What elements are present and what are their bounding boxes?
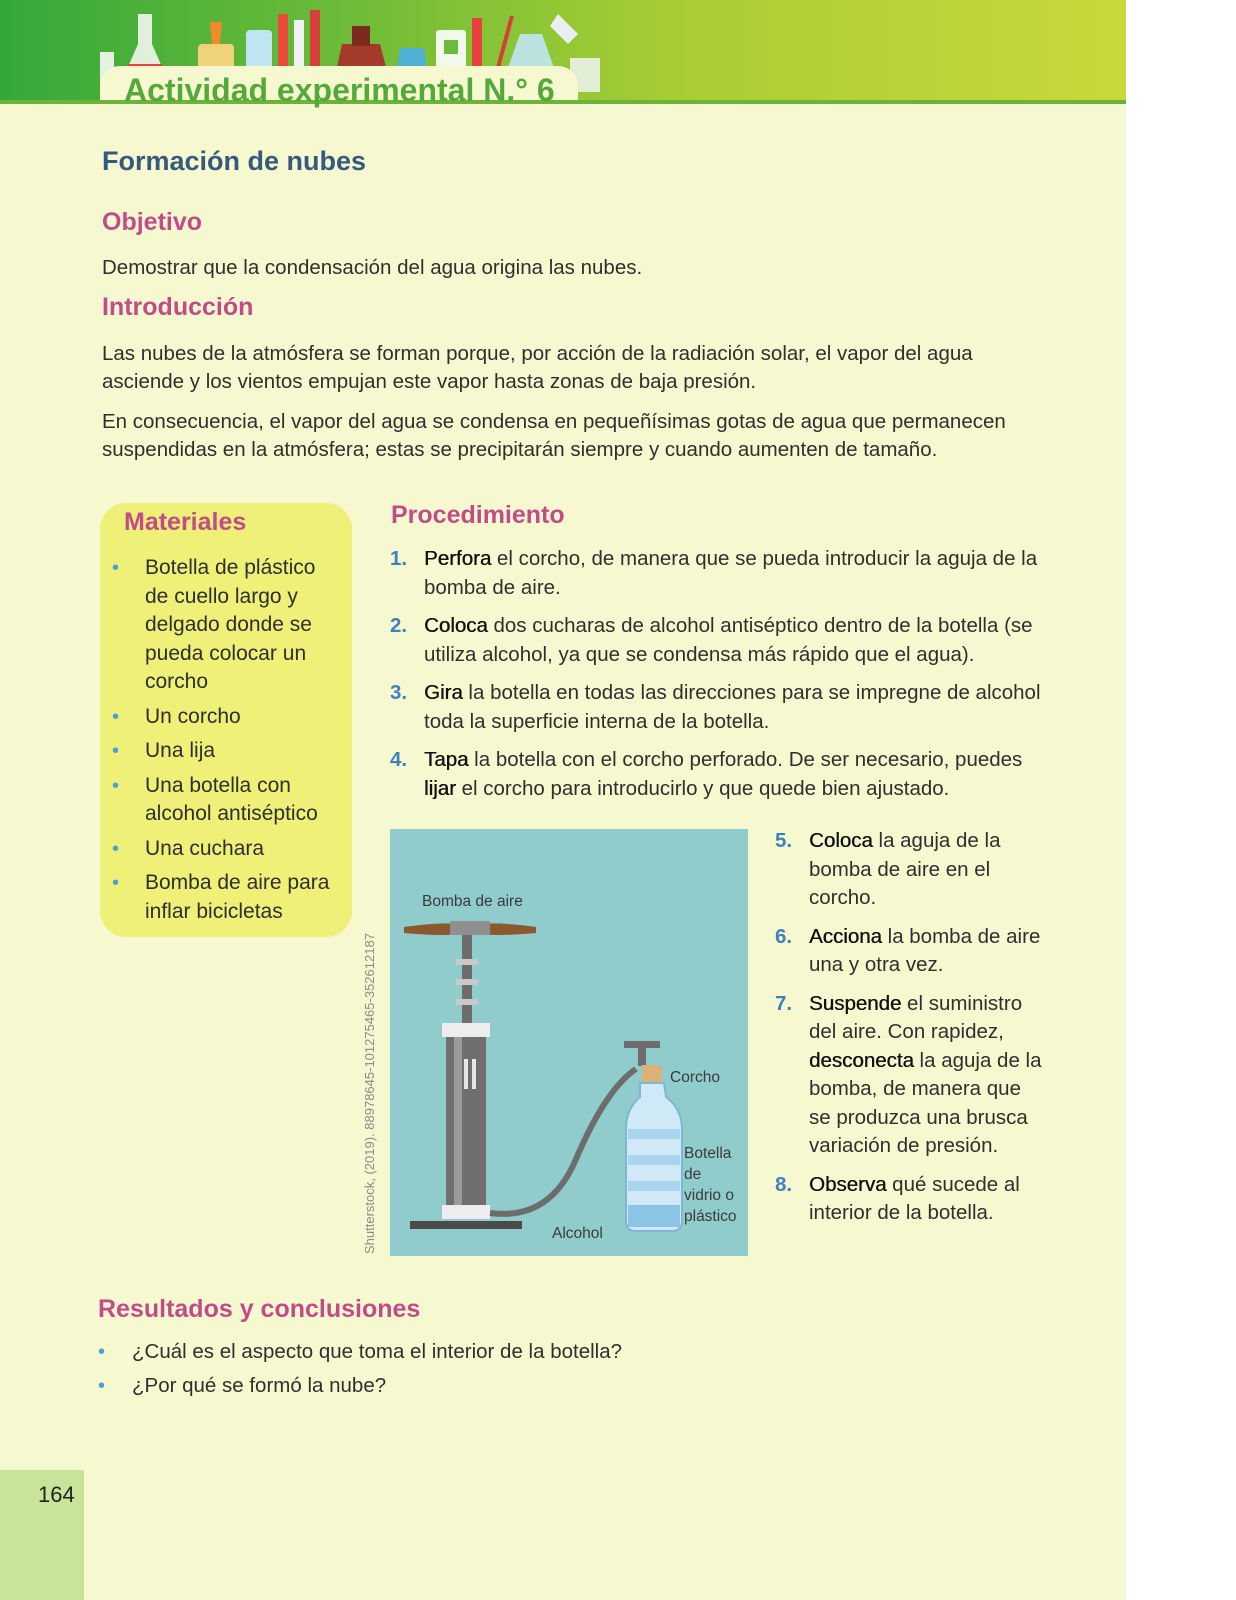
results-heading: Resultados y conclusiones xyxy=(98,1295,421,1323)
list-item: • Un corcho xyxy=(112,703,344,732)
procedure-step: 1. Perfora el corcho, de manera que se pueda introducir la aguja de la bomba de aire. xyxy=(390,547,1038,599)
list-item: • Una cuchara xyxy=(112,835,344,864)
introduction-heading: Introducción xyxy=(102,293,254,321)
pump-bottle-figure xyxy=(390,829,748,1256)
list-item: • Una botella con alcohol antiséptico xyxy=(112,773,318,825)
list-item: • ¿Cuál es el aspecto que toma el interior de la botella? xyxy=(98,1338,622,1366)
label-bottle-2: de xyxy=(684,1166,702,1183)
activity-title: Actividad experimental N.° 6 xyxy=(124,72,555,108)
bullet: • xyxy=(112,740,120,762)
procedure-step: 3. Gira la botella en todas las direcciones para se impregne de alcohol toda la superficie interna de la botella. xyxy=(390,681,1041,733)
label-bottle-4: plástico xyxy=(684,1208,737,1225)
intro-paragraph-2-line-1: En consecuencia, el vapor del agua se condensa en pequeñísimas gotas de agua que permanecen xyxy=(102,410,1006,433)
objective-text: Demostrar que la condensación del agua origina las nubes. xyxy=(102,256,643,279)
intro-paragraph-1-line-2: asciende y los vientos empujan este vapor hasta zonas de baja presión. xyxy=(102,370,757,393)
list-item: • Una lija xyxy=(112,737,344,766)
label-bottle-1: Botella xyxy=(684,1145,732,1162)
list-item: • Botella de plástico de cuello largo y delgado donde se pueda colocar un corcho xyxy=(112,556,316,693)
bullet: • xyxy=(98,1341,106,1363)
intro-paragraph-1-line-1: Las nubes de la atmósfera se forman porque, por acción de la radiación solar, el vapor del agua xyxy=(102,342,973,365)
label-cork: Corcho xyxy=(670,1069,720,1086)
procedure-step: 8. Observa qué sucede al interior de la botella. xyxy=(775,1172,1020,1224)
objective-heading: Objetivo xyxy=(102,208,203,236)
image-credit: Shutterstock, (2019). 88978645-101275465-352612187 xyxy=(362,933,377,1254)
procedure-step: 5. Coloca la aguja de la bomba de aire en el corcho. xyxy=(775,829,1001,909)
procedure-steps-top xyxy=(390,545,1050,813)
procedure-heading: Procedimiento xyxy=(391,501,565,529)
list-item: • Bomba de aire para inflar bicicletas xyxy=(112,871,330,923)
bullet: • xyxy=(112,557,120,579)
bullet: • xyxy=(112,837,120,860)
label-pump: Bomba de aire xyxy=(422,893,523,910)
page-number: 164 xyxy=(38,1482,75,1507)
bullet: • xyxy=(98,1375,106,1397)
procedure-steps-bottom xyxy=(775,827,1045,1238)
page-margin xyxy=(1126,0,1236,1600)
procedure-step: 6. Acciona la bomba de aire una y otra vez. xyxy=(775,924,1041,976)
materials-list xyxy=(112,554,344,932)
results-list xyxy=(98,1338,622,1406)
materials-heading: Materiales xyxy=(124,508,247,536)
label-bottle-3: vidrio o xyxy=(684,1187,734,1204)
bullet: • xyxy=(112,705,120,728)
procedure-step: 4. Tapa la botella con el corcho perforado. De ser necesario, puedes lijar el corcho para introducirlo y que quede bien ajustado. xyxy=(390,748,1023,800)
intro-paragraph-2-line-2: suspendidas en la atmósfera; estas se precipitarán siempre y cuando aumenten de tamaño. xyxy=(102,438,938,461)
bullet: • xyxy=(112,872,120,894)
list-item: • ¿Por qué se formó la nube? xyxy=(98,1372,622,1400)
label-alcohol: Alcohol xyxy=(552,1225,603,1242)
bullet: • xyxy=(112,774,120,797)
main-title: Formación de nubes xyxy=(102,146,367,176)
procedure-step: 2. Coloca dos cucharas de alcohol antiséptico dentro de la botella (se utiliza alcohol, ya que se condensa más rápido que el agua). xyxy=(390,614,1033,666)
procedure-step: 7. Suspende el suministro del aire. Con rapidez, desconecta la aguja de la bomba, de manera que se produzca una brusca variación de presión. xyxy=(775,991,1042,1157)
